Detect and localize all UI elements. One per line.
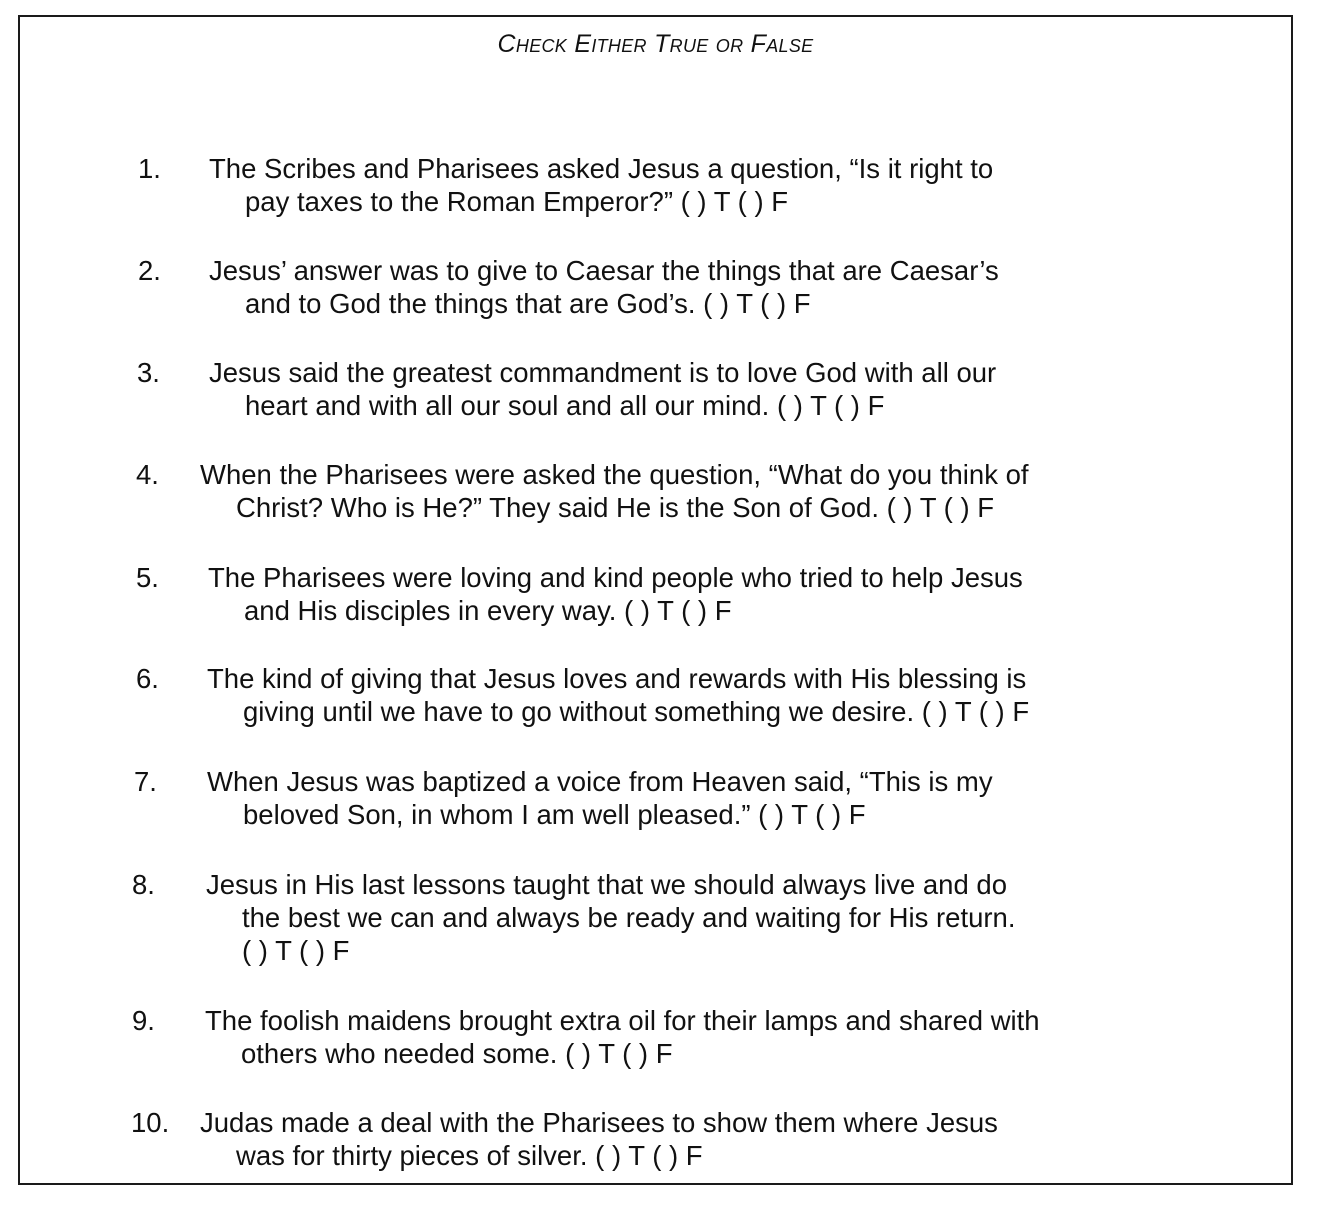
question-text-line: The kind of giving that Jesus loves and rewards with His blessing is [207, 663, 1027, 694]
question-text-line: Judas made a deal with the Pharisees to show them where Jesus [200, 1107, 998, 1138]
question-number: 2. [138, 255, 161, 286]
question-item [209, 152, 993, 218]
question-text-line: When Jesus was baptized a voice from Heaven said, “This is my [207, 766, 993, 797]
question-number: 1. [138, 153, 161, 184]
question-text-line: Jesus said the greatest commandment is to love God with all our [209, 357, 997, 388]
question-text-line: beloved Son, in whom I am well pleased.” ( ) T ( ) F [243, 799, 866, 830]
question-text-line: ( ) T ( ) F [242, 935, 350, 966]
question-item [209, 254, 999, 320]
question-item [200, 1106, 998, 1172]
question-number: 9. [132, 1005, 155, 1036]
question-text-line: Jesus in His last lessons taught that we should always live and do [206, 869, 1007, 900]
question-item [207, 765, 993, 831]
question-text-line: Christ? Who is He?” They said He is the Son of God. ( ) T ( ) F [236, 492, 995, 523]
question-number: 6. [136, 663, 159, 694]
question-text-line: When the Pharisees were asked the question, “What do you think of [200, 459, 1029, 490]
question-text-line: and to God the things that are God’s. ( ) T ( ) F [245, 288, 811, 319]
question-text-line: others who needed some. ( ) T ( ) F [241, 1038, 673, 1069]
question-text-line: The Pharisees were loving and kind people who tried to help Jesus [208, 562, 1023, 593]
question-number: 5. [136, 562, 159, 593]
question-number: 7. [134, 766, 157, 797]
question-number: 4. [136, 459, 159, 490]
question-text-line: The foolish maidens brought extra oil for their lamps and shared with [205, 1005, 1040, 1036]
question-number: 10. [131, 1107, 170, 1138]
question-text-line: pay taxes to the Roman Emperor?” ( ) T ( ) F [245, 186, 789, 217]
question-text-line: The Scribes and Pharisees asked Jesus a question, “Is it right to [209, 153, 994, 184]
question-item [209, 356, 996, 422]
question-text-line: the best we can and always be ready and waiting for His return. [242, 902, 1016, 933]
question-text-line: giving until we have to go without something we desire. ( ) T ( ) F [243, 696, 1030, 727]
question-text-line: Jesus’ answer was to give to Caesar the things that are Caesar’s [209, 255, 999, 286]
question-text-line: and His disciples in every way. ( ) T ( ) F [244, 595, 732, 626]
question-item [207, 662, 1029, 728]
worksheet-title: Check Either True or False [497, 30, 814, 58]
question-number: 3. [137, 357, 160, 388]
question-item [208, 561, 1023, 627]
question-item [200, 458, 1029, 524]
question-text-line: heart and with all our soul and all our mind. ( ) T ( ) F [245, 390, 885, 421]
question-item [205, 1004, 1040, 1070]
question-item [206, 868, 1015, 967]
question-text-line: was for thirty pieces of silver. ( ) T ( ) F [236, 1140, 703, 1171]
question-number: 8. [132, 869, 155, 900]
